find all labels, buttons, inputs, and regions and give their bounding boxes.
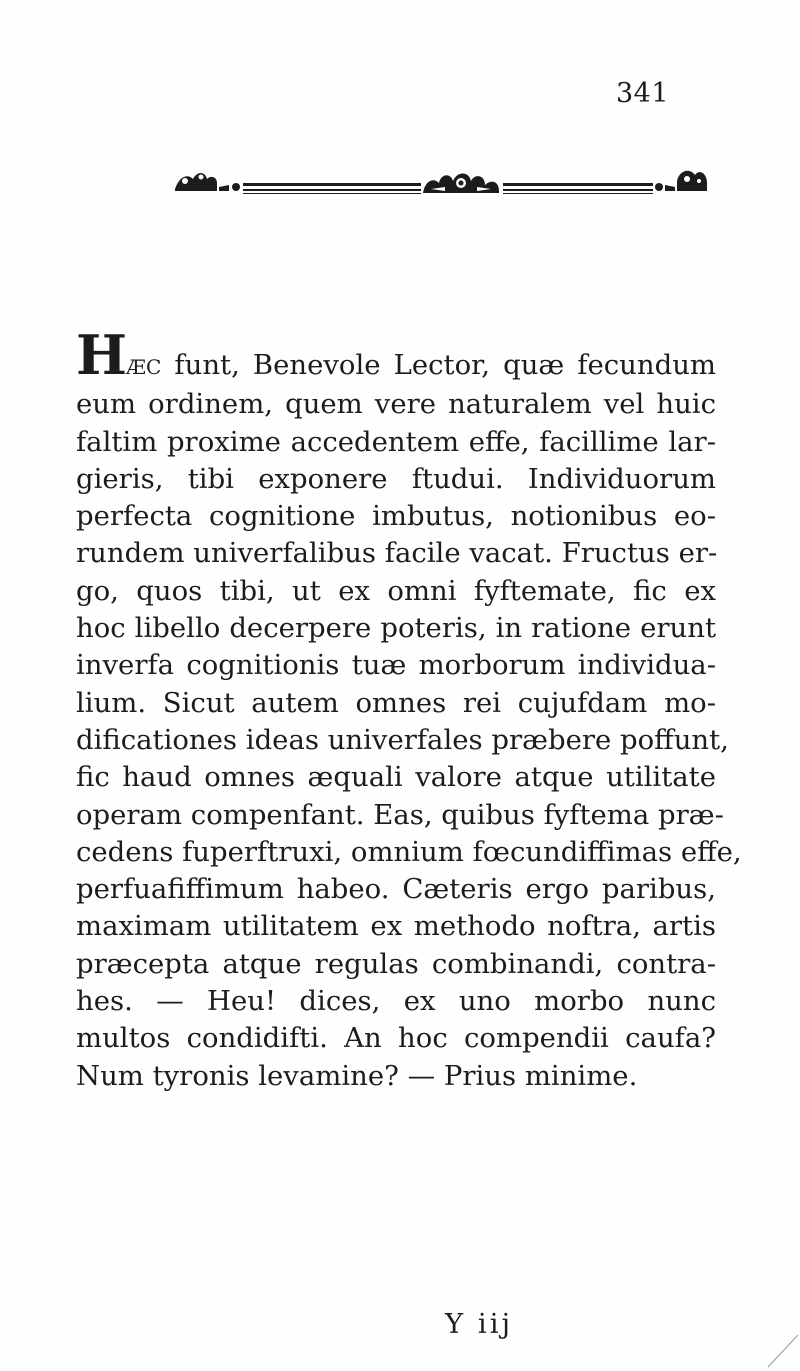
text-line: lium. Sicut autem omnes rei cujufdam mo- xyxy=(76,686,716,719)
text-line: hoc libello decerpere poteris, in ratione erunt xyxy=(76,612,716,645)
text-line: maximam utilitatem ex methodo noftra, artis xyxy=(76,910,716,943)
text-line: inverfa cognitionis tuæ morborum individua- xyxy=(76,649,716,682)
page-edge-mark xyxy=(760,1331,800,1371)
text-line: hes. — Heu! dices, ex uno morbo nunc xyxy=(76,985,716,1018)
right-flourish-icon xyxy=(655,171,707,191)
center-cartouche-icon xyxy=(423,174,499,194)
text-line: operam compenfant. Eas, quibus fyftema præ- xyxy=(76,798,724,831)
left-flourish-icon xyxy=(175,173,240,191)
page-number: 341 xyxy=(616,78,670,109)
preface-paragraph xyxy=(76,323,742,1095)
left-rule xyxy=(243,183,421,194)
text-line: faltim proxime accedentem effe, facillime lar- xyxy=(76,425,716,458)
text-line: multos condidifti. An hoc compendii caufa? xyxy=(76,1022,716,1055)
headpiece-ornament xyxy=(173,163,709,197)
text-line: cedens fuperftruxi, omnium fœcundiffimas effe, xyxy=(76,835,742,868)
text-line: dificationes ideas univerfales præbere poffunt, xyxy=(76,723,729,756)
text-line-1 xyxy=(76,323,716,387)
text-line: fic haud omnes æquali valore atque utilitate xyxy=(76,761,716,794)
text-line: præcepta atque regulas combinandi, contra- xyxy=(76,947,716,980)
text-line: Num tyronis levamine? — Prius minime. xyxy=(76,1059,638,1092)
text-line: go, quos tibi, ut ex omni fyftemate, fic ex xyxy=(76,574,716,607)
text-line: perfecta cognitione imbutus, notionibus eo- xyxy=(76,500,716,533)
text-line: perfuafiffimum habeo. Cæteris ergo paribus, xyxy=(76,873,716,906)
text-line: eum ordinem, quem vere naturalem vel huic xyxy=(76,388,716,421)
text-line: gieris, tibi exponere ftudui. Individuorum xyxy=(76,462,716,495)
right-rule xyxy=(503,183,653,194)
line-1-text: funt, Benevole Lector, quæ fecundum xyxy=(161,349,716,381)
text-line: rundem univerfalibus facile vacat. Fructus er- xyxy=(76,537,718,570)
opening-small-caps: ÆC xyxy=(126,355,162,379)
drop-cap: H xyxy=(76,323,127,387)
signature-mark: Y iij xyxy=(445,1308,514,1340)
